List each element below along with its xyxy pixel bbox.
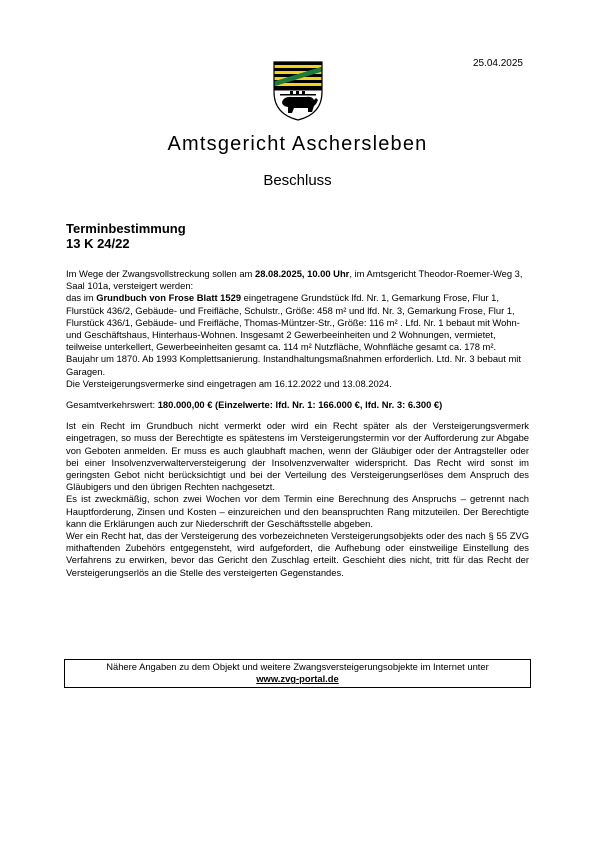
legal-paragraph-1: Ist ein Recht im Grundbuch nicht vermerkt oder wird ein Recht später als der Versteigerungsvermerk eingetragen, so muss der Berechtigte es spätestens im Versteigerungstermin vor der Aufforderung zur Abgabe von Geboten anmelden. Er muss es auch glaubhaft machen, wenn der Gläubiger oder der Antragsteller oder bei einer Insolvenzverwalterversteigerung der Insolvenzverwalter widerspricht. Das Recht wird sonst im geringsten Gebot nicht berücksichtigt und bei der Verteilung des Versteigerungserlöses dem Anspruch des Gläubigers und den übrigen Rechten nachgesetzt. [66,420,529,493]
intro-paragraph-3: Die Versteigerungsvermerke sind eingetragen am 16.12.2022 und 13.08.2024. [66,377,392,389]
internet-notice-box [64,659,531,688]
case-number: 13 K 24/22 [66,236,130,251]
valuation-value: 180.000,00 € (Einzelwerte: lfd. Nr. 1: 166.000 €, lfd. Nr. 3: 6.300 €) [157,399,443,411]
auction-date: 28.08.2025, 10.00 Uhr [254,268,350,279]
legal-paragraph-2: Es ist zweckmäßig, schon zwei Wochen vor dem Termin eine Berechnung des Anspruchs – getrennt nach Hauptforderung, Zinsen und Kosten – einzureichen und den beanspruchten Rang mitzuteilen. Der Berechtigte kann die Erklärungen auch zur Niederschrift der Geschäftsstelle abgeben. [66,493,529,529]
document-date: 25.04.2025 [472,58,523,69]
intro-text: das im [66,292,97,304]
intro-paragraph-2 [66,292,529,377]
document-body [66,268,529,579]
valuation-line [66,399,529,411]
land-register: Grundbuch von Frose Blatt 1529 [96,292,242,304]
heading-title: Terminbestimmung [66,221,186,236]
notice-text: Nähere Angaben zu dem Objekt und weitere Zwangsversteigerungsobjekte im Internet unter [106,661,489,672]
intro-text: Im Wege der Zwangsvollstreckung sollen am [66,268,255,279]
intro-text: , im Amtsgericht Theodor-Roemer-Weg 3, Saal 101a, versteigert werden: [66,268,523,292]
portal-link[interactable]: www.zvg-portal.de [256,673,339,684]
intro-paragraph-1 [66,268,529,292]
coat-of-arms-icon [272,60,324,122]
property-description: eingetragene Grundstück lfd. Nr. 1, Gemarkung Frose, Flur 1, Flurstück 436/2, Gebäude- und Freifläche, Schulstr., Größe: 458 m² und lfd. Nr. 3, Gemarkung Frose, Flur 1, Flurstück 436/1, Gebäude- und Freifläche, Thomas-Müntzer-Str., Größe: 116 m² . Lfd. Nr. 1 bebaut mit Wohn- und Geschäftshaus, Hinterhaus-Wohnen. Insgesamt 2 Gewerbeeinheiten und 2 Wohnungen, vermietet, teilweise unterkellert, Gewerbeeinheiten gesamt ca. 114 m² Nutzfläche, Wohnfläche gesamt ca. 178 m². Baujahr um 1870. Ab 1993 Komplettsanierung. Instandhaltungsmaßnahmen erforderlich. Ltd. Nr. 3 bebaut mit Garagen. [66,292,521,377]
legal-paragraph-3: Wer ein Recht hat, das der Versteigerung des vorbezeichneten Versteigerungsobjekts oder des nach § 55 ZVG mithaftenden Zubehörs entgegensteht, wird aufgefordert, die Aufhebung oder einstweilige Einstellung des Verfahrens zu erwirken, bevor das Gericht den Zuschlag erteilt. Geschieht dies nicht, tritt für das Recht der Versteigerungserlös an die Stelle des versteigerten Gegenstandes. [66,530,529,578]
document-type: Beschluss [263,172,332,189]
court-name: Amtsgericht Aschersleben [167,133,428,155]
valuation-label: Gesamtverkehrswert: [66,399,158,411]
heading-block [66,221,186,251]
